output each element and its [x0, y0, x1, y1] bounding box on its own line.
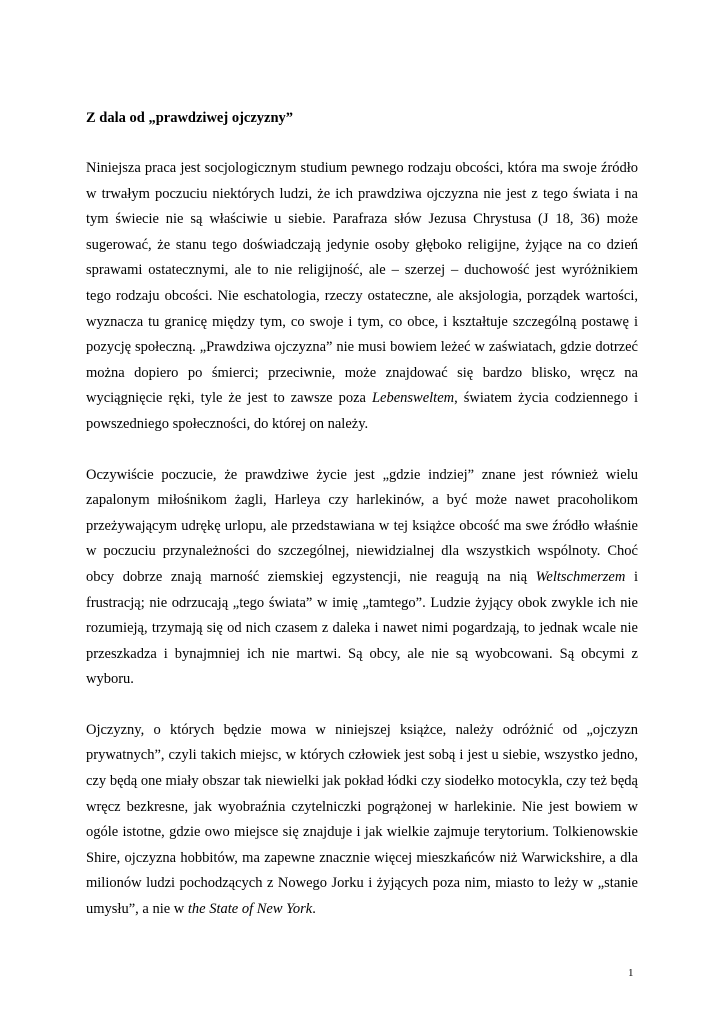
- paragraph-text: Niniejsza praca jest socjologicznym studium pewnego rodzaju obcości, która ma swoje źródło w trwałym poczuciu niektórych ludzi, że ich prawdziwa ojczyzna nie jest z tego świata i na tym świecie nie są właściwie u siebie. Parafraza słów Jezusa Chrystusa (J 18, 36) może sugerować, że stanu tego doświadczają jedynie osoby głęboko religijne, żyjące na co dzień sprawami ostatecznymi, ale to nie religijność, ale – szerzej – duchowość jest wyróżnikiem tego rodzaju obcości. Nie eschatologia, rzeczy ostateczne, ale aksjologia, porządek wartości, wyznacza tu granicę między tym, co swoje i tym, co obce, i kształtuje szczególną postawę i pozycję społeczną. „Prawdziwa ojczyzna” nie musi bowiem leżeć w zaświatach, gdzie dotrzeć można dopiero po śmierci; przeciwnie, może znajdować się bardzo blisko, wręcz na wyciągnięcie ręki, tyle że jest to zawsze poza: [86, 160, 638, 407]
- italic-term: Weltschmerzem: [535, 568, 626, 585]
- paragraph-1: [86, 156, 638, 438]
- paragraph-text: .: [312, 901, 316, 918]
- paragraph-text: , światem życia codziennego i powszedniego społeczności, do której on należy.: [86, 390, 638, 432]
- italic-term: the State of New York: [187, 901, 313, 918]
- paragraph-3: [86, 718, 638, 923]
- document-title: Z dala od „prawdziwej ojczyzny”: [86, 110, 294, 126]
- paragraph-text: Oczywiście poczucie, że prawdziwe życie jest „gdzie indziej” znane jest również wielu zapalonym miłośnikom żagli, Harleya czy harlekinów, a być może nawet pracoholikom przeżywającym udrękę urlopu, ale przedstawiana w tej książce obcość ma swe źródło właśnie w poczuciu przynależności do szczególnej, niewidzialnej dla wszystkich wspólnoty. Choć obcy dobrze znają marność ziemskiej egzystencji, nie reagują na nią: [86, 466, 638, 585]
- paragraph-text: Ojczyzny, o których będzie mowa w niniejszej książce, należy odróżnić od „ojczyzn prywatnych”, czyli takich miejsc, w których człowiek jest sobą i jest u siebie, wszystko jedno, czy będą one miały obszar tak niewielki jak pokład łódki czy siodełko motocykla, czy też będą wręcz bezkresne, jak wyobraźnia czytelniczki pogrążonej w harlekinie. Nie jest bowiem w ogóle istotne, gdzie owo miejsce się znajduje i jak wielkie zajmuje terytorium. Tolkienowskie Shire, ojczyzna hobbitów, ma zapewne znacznie więcej mieszkańców niż Warwickshire, a dla milionów ludzi pochodzących z Nowego Jorku i żyjących poza nim, miasto to leży w „stanie umysłu”, a nie w: [86, 721, 638, 918]
- paragraph-2: [86, 463, 638, 693]
- page-number: 1: [628, 967, 634, 979]
- paragraph-text: i frustracją; nie odrzucają „tego świata” w imię „tamtego”. Ludzie żyjący obok zwykle ich nie rozumieją, trzymają się od nich czasem z daleka i nawet nimi pogardzają, to jednak wcale nie przeszkadza i bynajmniej ich nie martwi. Są obcy, ale nie są wyobcowani. Są obcymi z wyboru.: [86, 568, 638, 688]
- italic-term: Lebensweltem: [371, 390, 455, 407]
- document-page: [86, 108, 638, 948]
